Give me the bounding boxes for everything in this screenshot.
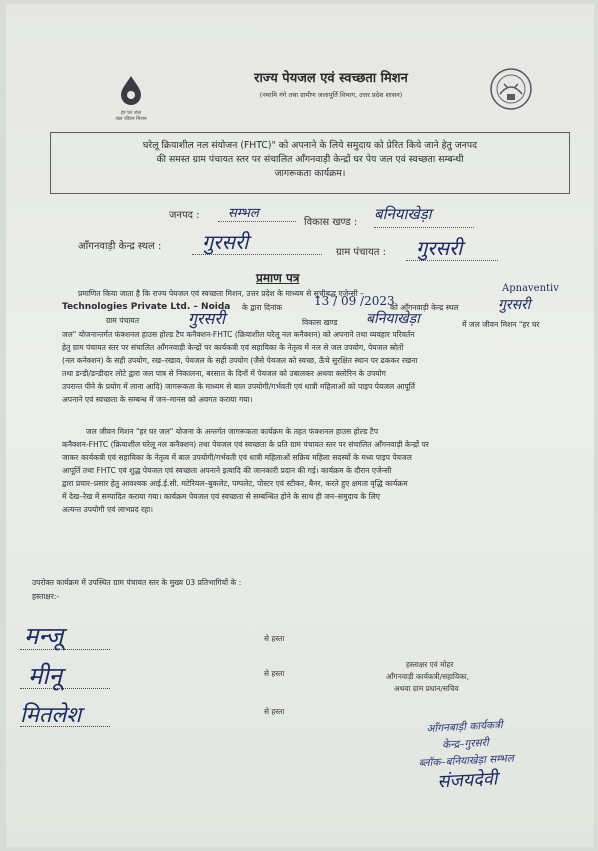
agency-name-handwritten: Apnaventiv xyxy=(502,283,559,294)
p2-line-4: आपूर्ति तथा FHTC एवं शुद्ध पेयजल एवं स्वच्छता अपनाने इत्यादि की जानकारी प्रदान की गई। कार्यक्रम के दौरान एजेन्सी xyxy=(62,466,392,475)
water-drop-icon xyxy=(116,74,146,106)
center-label: आँगनवाड़ी केन्द्र स्थल : xyxy=(78,241,162,252)
official-stamp xyxy=(389,715,542,793)
p2-line-5: द्वारा प्रचार–प्रसार हेतु आवश्यक आई.ई.सी. मटेरियल–बुकलेट, पम्पलेट, पोस्टर एवं स्टीकर, बैनर, करते हुए क्षमता वृद्धि कार्यक्रम xyxy=(62,479,408,488)
signatory-label-3: अथवा ग्राम प्रधान/सचिव xyxy=(394,684,459,693)
signature-line-3 xyxy=(20,726,110,727)
participant-signature-3: मितलेश xyxy=(20,703,82,728)
p2-line-1: जल जीवन मिशन "हर घर जल" योजना के अन्तर्गत जागरूकता कार्यक्रम के तहत फंक्शनल हाउस होल्ड टैप xyxy=(86,427,379,436)
center-value: गुरसरी xyxy=(202,230,249,254)
p1-block-value: बनियाखेड़ा xyxy=(366,311,420,327)
document-page xyxy=(6,4,594,847)
jal-jeevan-mission-logo xyxy=(106,74,156,126)
agency-company: Technologies Private Ltd. – Noida xyxy=(62,302,231,312)
p2-line-6: में देख–रेख में सम्पादित कराया गया। कार्यक्रम पेयजल एवं स्वच्छता से सम्बन्धित होने के साथ ही जन–समुदाय के लिए xyxy=(62,492,380,501)
block-label: विकास खण्ड : xyxy=(304,217,358,228)
program-heading-box xyxy=(50,132,570,194)
other-sign-label-1: से हस्ता xyxy=(264,634,285,643)
p1-line-2c: को आँगनवाड़ी केन्द्र स्थल xyxy=(390,303,459,312)
district-underline xyxy=(218,221,296,222)
signature-line-1 xyxy=(20,649,110,650)
p1-line-5: हेतु ग्राम पंचायत स्तर पर संचालित आँगनवाड़ी केन्द्रों पर कार्यकत्री एवं सहायिका के नेतृत्व में नल से जल उपयोग, पेयजल स्रोतों xyxy=(62,343,404,352)
p1-line-1: प्रमाणित किया जाता है कि राज्य पेयजल एवं स्वच्छता मिशन, उत्तर प्रदेश के माध्यम से सूचीबद्ध एजेन्सी – xyxy=(78,289,364,298)
heading-line-2: की समस्त ग्राम पंचायत स्तर पर संचालित आँगनवाड़ी केन्द्रों घर पेय जल एवं स्वच्छता सम्बन्धी xyxy=(156,154,464,165)
participants-sign-label: हस्ताक्षर:- xyxy=(32,592,60,601)
p1-center-value: गुरसरी xyxy=(498,297,531,313)
p2-line-3: जाकर कार्यकत्री एवं सहायिका के नेतृत्व में बाल उपयोगी/गर्भवती एवं धात्री महिलाओं सक्रिय महिला सदस्यों के मध्य पाइप पेयजल xyxy=(62,453,412,462)
participant-signature-1: मन्जू xyxy=(24,622,64,650)
stamp-line-2: केन्द्र–गुरसरी xyxy=(441,736,489,752)
p1-panchayat-value: गुरसरी xyxy=(188,309,226,328)
logo-caption-2: जल जीवन मिशन xyxy=(115,116,147,122)
signature-line-2 xyxy=(20,688,110,689)
p1-line-9: अपनाने एवं स्वच्छता के सम्बन्ध में जन–मानस को अवगत कराया गया। xyxy=(62,395,253,404)
panchayat-label: ग्राम पंचायत : xyxy=(336,247,387,258)
p1-line-6: (नल कनेक्शन) के सही उपयोग, रख–रखाव, पेयजल के सही उपयोग (जैसे पेयजल को स्वच्छ, ऊँचे सुरक्षित स्थान पर ढककर रखना xyxy=(62,356,418,365)
logo-caption-1: हर घर जल xyxy=(121,110,141,116)
org-name: राज्य पेयजल एवं स्वच्छता मिशन xyxy=(254,71,408,86)
stamp-line-3: ब्लॉक–बनियाखेड़ा सम्भल xyxy=(418,752,515,770)
org-subtitle: (नमामि गंगे तथा ग्रामीण जलापूर्ति विभाग, उत्तर प्रदेश शासन) xyxy=(259,91,403,99)
district-label: जनपद : xyxy=(169,210,200,221)
p2-line-7: अत्यन्त उपयोगी एवं लाभप्रद रहा। xyxy=(62,505,154,514)
heading-line-1: घरेलू क्रियाशील नल संयोजन (FHTC)" को अपनाने के लिये समुदाय को प्रेरित किये जाने हेतु जनपद xyxy=(142,140,478,151)
certificate-title: प्रमाण पत्र xyxy=(256,271,300,285)
participant-signature-2: मीनू xyxy=(28,662,62,690)
p1-line-3c: में जल जीवन मिशन "हर घर xyxy=(462,320,540,329)
block-value: बनियाखेड़ा xyxy=(374,205,432,223)
p2-line-2: कनैक्शन-FHTC (क्रियाशील घरेलू नल कनैक्शन) तथा पेयजल एवं स्वच्छता के प्रति ग्राम पंचायत स्तर पर संचालित आँगनवाड़ी केन्द्रों पर xyxy=(62,440,429,449)
stamp-signature: संजयदेवी xyxy=(436,768,498,793)
signatory-label-2: आँगनवाड़ी कार्यकत्री/सहायिका, xyxy=(386,672,470,681)
other-sign-label-3: से हस्ता xyxy=(264,707,285,716)
heading-line-3: जागरूकता कार्यक्रम। xyxy=(274,168,346,179)
p1-line-3a: ग्राम पंचायत xyxy=(106,316,140,325)
participants-intro: उपरोक्त कार्यक्रम में उपस्थित ग्राम पंचायत स्तर के मुख्य 03 प्रतिभागियों के : xyxy=(32,578,242,587)
district-value: सम्भल xyxy=(228,206,259,221)
other-sign-label-2: से हस्ता xyxy=(264,669,285,678)
p1-line-3b: विकास खण्ड xyxy=(302,318,338,327)
emblem-icon xyxy=(488,66,534,112)
p1-line-7: तथा डन्डी/डन्डीदार लोटे द्वारा जल पात्र से निकालना, बरसात के दिनों में पेयजल को उबालकर अथवा क्लोरिन के उपयोग xyxy=(62,369,386,378)
up-govt-emblem xyxy=(488,66,534,112)
block-underline xyxy=(374,227,474,228)
p1-line-4: जल" योजनान्तर्गत फंक्शनल हाउस होल्ड टैप कनैक्शन-FHTC (क्रियाशील घरेलू नल कनैक्शन) को अपनाने तथा व्यवहार परिवर्तन xyxy=(62,330,415,339)
p1-line-2b: के द्वारा दिनांक xyxy=(242,303,283,312)
stamp-line-1: आँगनबाड़ी कार्यकत्री xyxy=(426,719,504,736)
p1-line-8: उपरान्त पीने के प्रयोग में लाना आदि) जागरूकता के माध्यम से बाल उपयोगी/गर्भवती एवं धात्री महिलाओं को पाइप पेयजल आपूर्ति xyxy=(62,382,415,391)
event-date: 13 / 09 /2023 xyxy=(314,294,395,308)
panchayat-value: गुरसरी xyxy=(416,236,463,260)
signatory-label-1: हस्ताक्षर एवं मोहर xyxy=(406,660,454,669)
